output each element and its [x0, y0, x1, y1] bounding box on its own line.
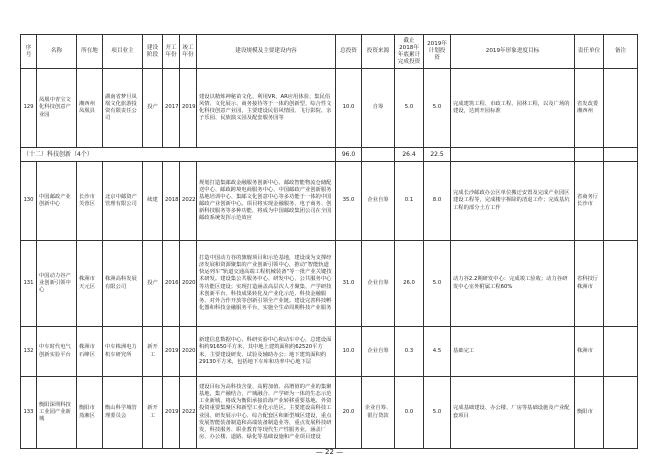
cell-goal2019: 完成长沙邮政办公区单位搬迁安置及完成产业园区建设工程等，完成楼宇拆除的清退工作；完成基坑工程的部分土方工作: [451, 162, 575, 241]
cell-location: 株洲市天元区: [77, 241, 103, 327]
header-note: 备注: [604, 35, 638, 69]
cell-done2018: 0.3: [395, 327, 424, 377]
cell-location: 衡阳市蒸湘区: [77, 377, 103, 449]
section-unit: [575, 148, 604, 162]
cell-end: 2020: [180, 327, 197, 377]
cell-stage: 新开工: [143, 327, 163, 377]
section-block: [21, 148, 638, 162]
section-note: [604, 148, 638, 162]
header-total: 总投资: [336, 35, 362, 69]
table-row: [21, 377, 638, 449]
cell-goal2019: 完成建筑工程、市政工程、园林工程，以及广场的建设，达到开园标准: [451, 69, 575, 148]
cell-stage: 新开工: [143, 377, 163, 449]
cell-total: 10.0: [336, 69, 362, 148]
cell-total: 20.0: [336, 377, 362, 449]
cell-done2018: 5.0: [395, 69, 424, 148]
cell-unit: 衡阳市: [575, 377, 604, 449]
cell-plan2019: 5.0: [424, 69, 451, 148]
cell-goal2019: 完成基础建设、办公楼、厂房等基础设施及产业配套项目: [451, 377, 575, 449]
cell-start: 2017: [163, 69, 180, 148]
cell-seq: 133: [21, 377, 37, 449]
cell-end: 2019: [180, 69, 197, 148]
header-done2018: 截止2018年年底累计完成投资: [395, 35, 424, 69]
section-done2018: 26.4: [395, 148, 424, 162]
cell-content: 规划打造集邮政金融服务创新中心、邮政智能物流仓储配送中心、邮政跨境电商服务中心、中国邮政产业创新服务基地培训中心、集邮文化创意中心等多功能于一体的中国邮政产业创新中心。项目将实现金融服务、电子商务、创新科技服务等多种功能，将成为中国邮政集团公司在全国邮政系统发挥示范效应: [197, 162, 336, 241]
section-label: （十二）科技创新（4个）: [21, 148, 336, 162]
cell-location: 株洲市石峰区: [77, 327, 103, 377]
header-location: 所在地: [77, 35, 103, 69]
cell-note: [604, 162, 638, 241]
cell-name: 中国邮政产业创新中心: [37, 162, 77, 241]
cell-owner: 中车株洲电力机车研究所: [103, 327, 143, 377]
header-row: [21, 35, 638, 69]
table-row: [21, 162, 638, 241]
cell-unit: 省科技厅株洲市: [575, 241, 604, 327]
cell-seq: 129: [21, 69, 37, 148]
cell-name: 中车时代电气创新实验平台: [37, 327, 77, 377]
cell-source: 企业自筹: [362, 327, 395, 377]
table-row: [21, 69, 638, 148]
cell-note: [604, 241, 638, 327]
header-owner: 项目业主: [103, 35, 143, 69]
cell-source: 企业自筹: [362, 241, 395, 327]
cell-start: 2019: [163, 377, 180, 449]
cell-note: [604, 69, 638, 148]
cell-stage: 续建: [143, 162, 163, 241]
cell-plan2019: 4.5: [424, 327, 451, 377]
header-unit: 责任单位: [575, 35, 604, 69]
cell-total: 10.0: [336, 327, 362, 377]
header-seq: 序号: [21, 35, 37, 69]
cell-owner: 衡山科学城管理委员会: [103, 377, 143, 449]
cell-done2018: 26.0: [395, 241, 424, 327]
table-row: [21, 327, 638, 377]
cell-owner: 株洲高科发展有限公司: [103, 241, 143, 327]
cell-name: 中国动力谷产业创新引领中心: [37, 241, 77, 327]
rows-top: [21, 69, 638, 148]
cell-owner: 北京中邮资产管理有限公司: [103, 162, 143, 241]
section-row: [21, 148, 638, 162]
cell-done2018: 0.0: [395, 377, 424, 449]
header-source: 投资来源: [362, 35, 395, 69]
cell-plan2019: 8.0: [424, 162, 451, 241]
cell-source: 企业自筹: [362, 162, 395, 241]
cell-name: 衡阳深圳科技工业园产业新城: [37, 377, 77, 449]
cell-note: [604, 377, 638, 449]
cell-seq: 130: [21, 162, 37, 241]
header-goal2019: 2019年形象进度目标: [451, 35, 575, 69]
cell-content: 建设以精炼神秘苗文化、利用VR、AR应用体验、集民俗风情、文化展示、商务接待等于一体的创新型、综合性文化科技创意产业园，主要建设民俗风情园、飞行影院、亲子乐园、民族演义园及配套服务园等: [197, 69, 336, 148]
cell-note: [604, 327, 638, 377]
cell-owner: 湖南省梦旦凤凰文化旅游投资有限责任公司: [103, 69, 143, 148]
cell-goal2019: 动力谷2.2期研发中心：完成竣工验收；动力谷研发中心室外附属工程60%: [451, 241, 575, 327]
cell-total: 35.0: [336, 162, 362, 241]
cell-start: 2016: [163, 241, 180, 327]
cell-plan2019: 5.0: [424, 241, 451, 327]
cell-unit: 省商务厅长沙市: [575, 162, 604, 241]
cell-done2018: 0.1: [395, 162, 424, 241]
cell-name: 凤凰中青宝文化科技创意产业园: [37, 69, 77, 148]
rows-bottom: [21, 162, 638, 449]
cell-unit: 株洲市: [575, 327, 604, 377]
header-content: 建设规模及主要建设内容: [197, 35, 336, 69]
cell-content: 建设目标为高科技含量、高附加值、高增值的产业的集聚基地，集产融结合、产城融合、产学研为一体的生态示范工业新城，将成为衡阳承接沿海产业转移重要基地、外资投资重要集聚区和新型工业化示范区。主要建设高科技工业园、研发展示中心、综合配套区和新型城区建设，重点发展智能装备制造和高端装备制造业等，重点发展科技研发、科技服务、职业教育等现代生产性服务业，涵盖厂房、办公楼、道路、绿化等基础设施和产业项目建设: [197, 377, 336, 449]
header-plan2019: 2019年计划投资: [424, 35, 451, 69]
cell-location: 长沙市芙蓉区: [77, 162, 103, 241]
header-end: 竣工年份: [180, 35, 197, 69]
section-source: [362, 148, 395, 162]
section-plan2019: 22.5: [424, 148, 451, 162]
cell-seq: 132: [21, 327, 37, 377]
header-stage: 建设阶段: [143, 35, 163, 69]
cell-location: 湘西州凤凰县: [77, 69, 103, 148]
cell-content: 打造中国动力谷的旗舰项目和示范基地，建设成为支撑经济发展和资源聚集的产业创新引领中心，推动“智能轨道快运列车”轨道交通高端工程机械装备“等一批产业关键技术研发。建设集公共服务中心、研发中心、公共服务中心等功能区建设；实现打造涵盖高层次人才聚集、产学研技术创新平台、科技成果转化及产业化示范、科技金融服务、对外合作开放等创新引领全产业链。建设完善科技孵化器和科技金融服务平台，实施全生命周期科技产业服务: [197, 241, 336, 327]
section-goal: [451, 148, 575, 162]
cell-seq: 131: [21, 241, 37, 327]
cell-unit: 省发改委湘西州: [575, 69, 604, 148]
table-row: [21, 241, 638, 327]
cell-content: 新建信息数据中心，科研实验中心和动车中心，总建设面积约91650平方米，其中地上建筑面积约62520平方米，主要建设研发、试验及辅助办公；地下建筑面积约29130平方米，包括地下车库和功率中心地下层: [197, 327, 336, 377]
project-table: [20, 34, 638, 449]
cell-goal2019: 基础完工: [451, 327, 575, 377]
section-total: 96.0: [336, 148, 362, 162]
cell-end: 2020: [180, 241, 197, 327]
cell-total: 31.0: [336, 241, 362, 327]
cell-source: 自筹: [362, 69, 395, 148]
page-number: — 22 —: [315, 448, 344, 456]
cell-end: 2022: [180, 162, 197, 241]
cell-stage: 投产: [143, 241, 163, 327]
cell-start: 2019: [163, 327, 180, 377]
cell-start: 2018: [163, 162, 180, 241]
cell-end: 2022: [180, 377, 197, 449]
header-name: 名称: [37, 35, 77, 69]
cell-plan2019: 5.0: [424, 377, 451, 449]
cell-stage: 投产: [143, 69, 163, 148]
header-start: 开工年份: [163, 35, 180, 69]
cell-source: 企业自筹、银行贷款: [362, 377, 395, 449]
